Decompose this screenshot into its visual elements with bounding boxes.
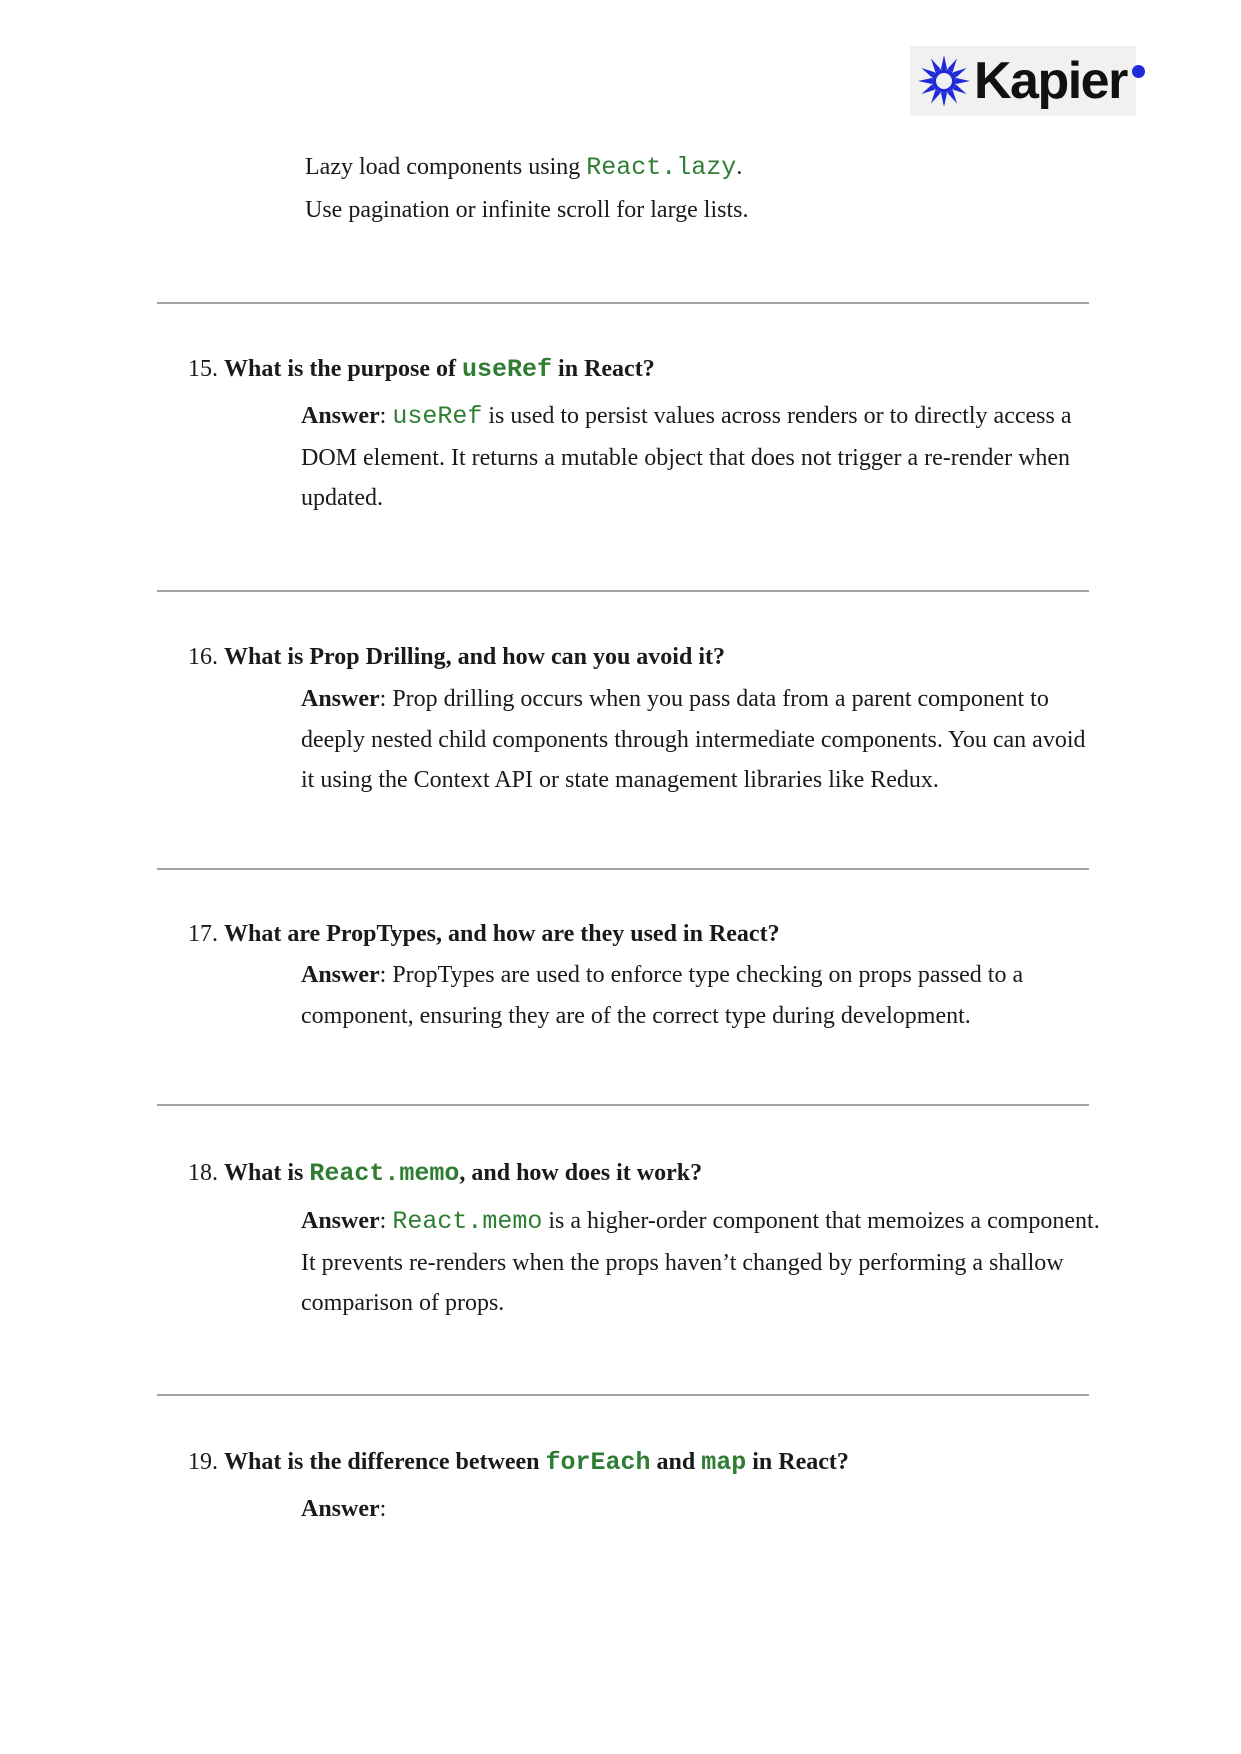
answer-15: Answer: useRef is used to persist values across renders or to directly access a DOM element. It returns a mutable object that does not trigger a re-render when updated. bbox=[301, 402, 1072, 511]
answer-18: Answer: React.memo is a higher-order component that memoizes a component. It prevents re-renders when the props haven’t changed by performing a shallow comparison of props. bbox=[301, 1207, 1100, 1316]
sun-burst-icon bbox=[916, 53, 972, 109]
intro-line-lazy: Lazy load components using React.lazy. bbox=[305, 153, 743, 182]
answer-19: Answer: bbox=[301, 1496, 387, 1522]
divider bbox=[157, 1104, 1089, 1106]
divider bbox=[157, 868, 1089, 870]
divider bbox=[157, 1394, 1089, 1396]
question-16: 16. What is Prop Drilling, and how can you avoid it? bbox=[188, 644, 725, 670]
question-15: 15. What is the purpose of useRef in React? bbox=[188, 355, 655, 384]
question-17: 17. What are PropTypes, and how are they used in React? bbox=[188, 921, 780, 947]
divider bbox=[157, 302, 1089, 304]
intro-line-pagination: Use pagination or infinite scroll for large lists. bbox=[305, 197, 749, 223]
brand-dot bbox=[1132, 65, 1145, 78]
question-19: 19. What is the difference between forEach and map in React? bbox=[188, 1448, 849, 1477]
question-18: 18. What is React.memo, and how does it work? bbox=[188, 1159, 703, 1188]
kapier-logo bbox=[910, 46, 1136, 116]
answer-17: Answer: PropTypes are used to enforce type checking on props passed to a component, ensuring they are of the correct type during development. bbox=[301, 962, 1024, 1029]
divider bbox=[157, 590, 1089, 592]
answer-16: Answer: Prop drilling occurs when you pass data from a parent component to deeply nested child components through intermediate components. You can avoid it using the Context API or state management libraries like Redux. bbox=[301, 686, 1086, 793]
brand-wordmark: Kapier bbox=[974, 55, 1127, 107]
